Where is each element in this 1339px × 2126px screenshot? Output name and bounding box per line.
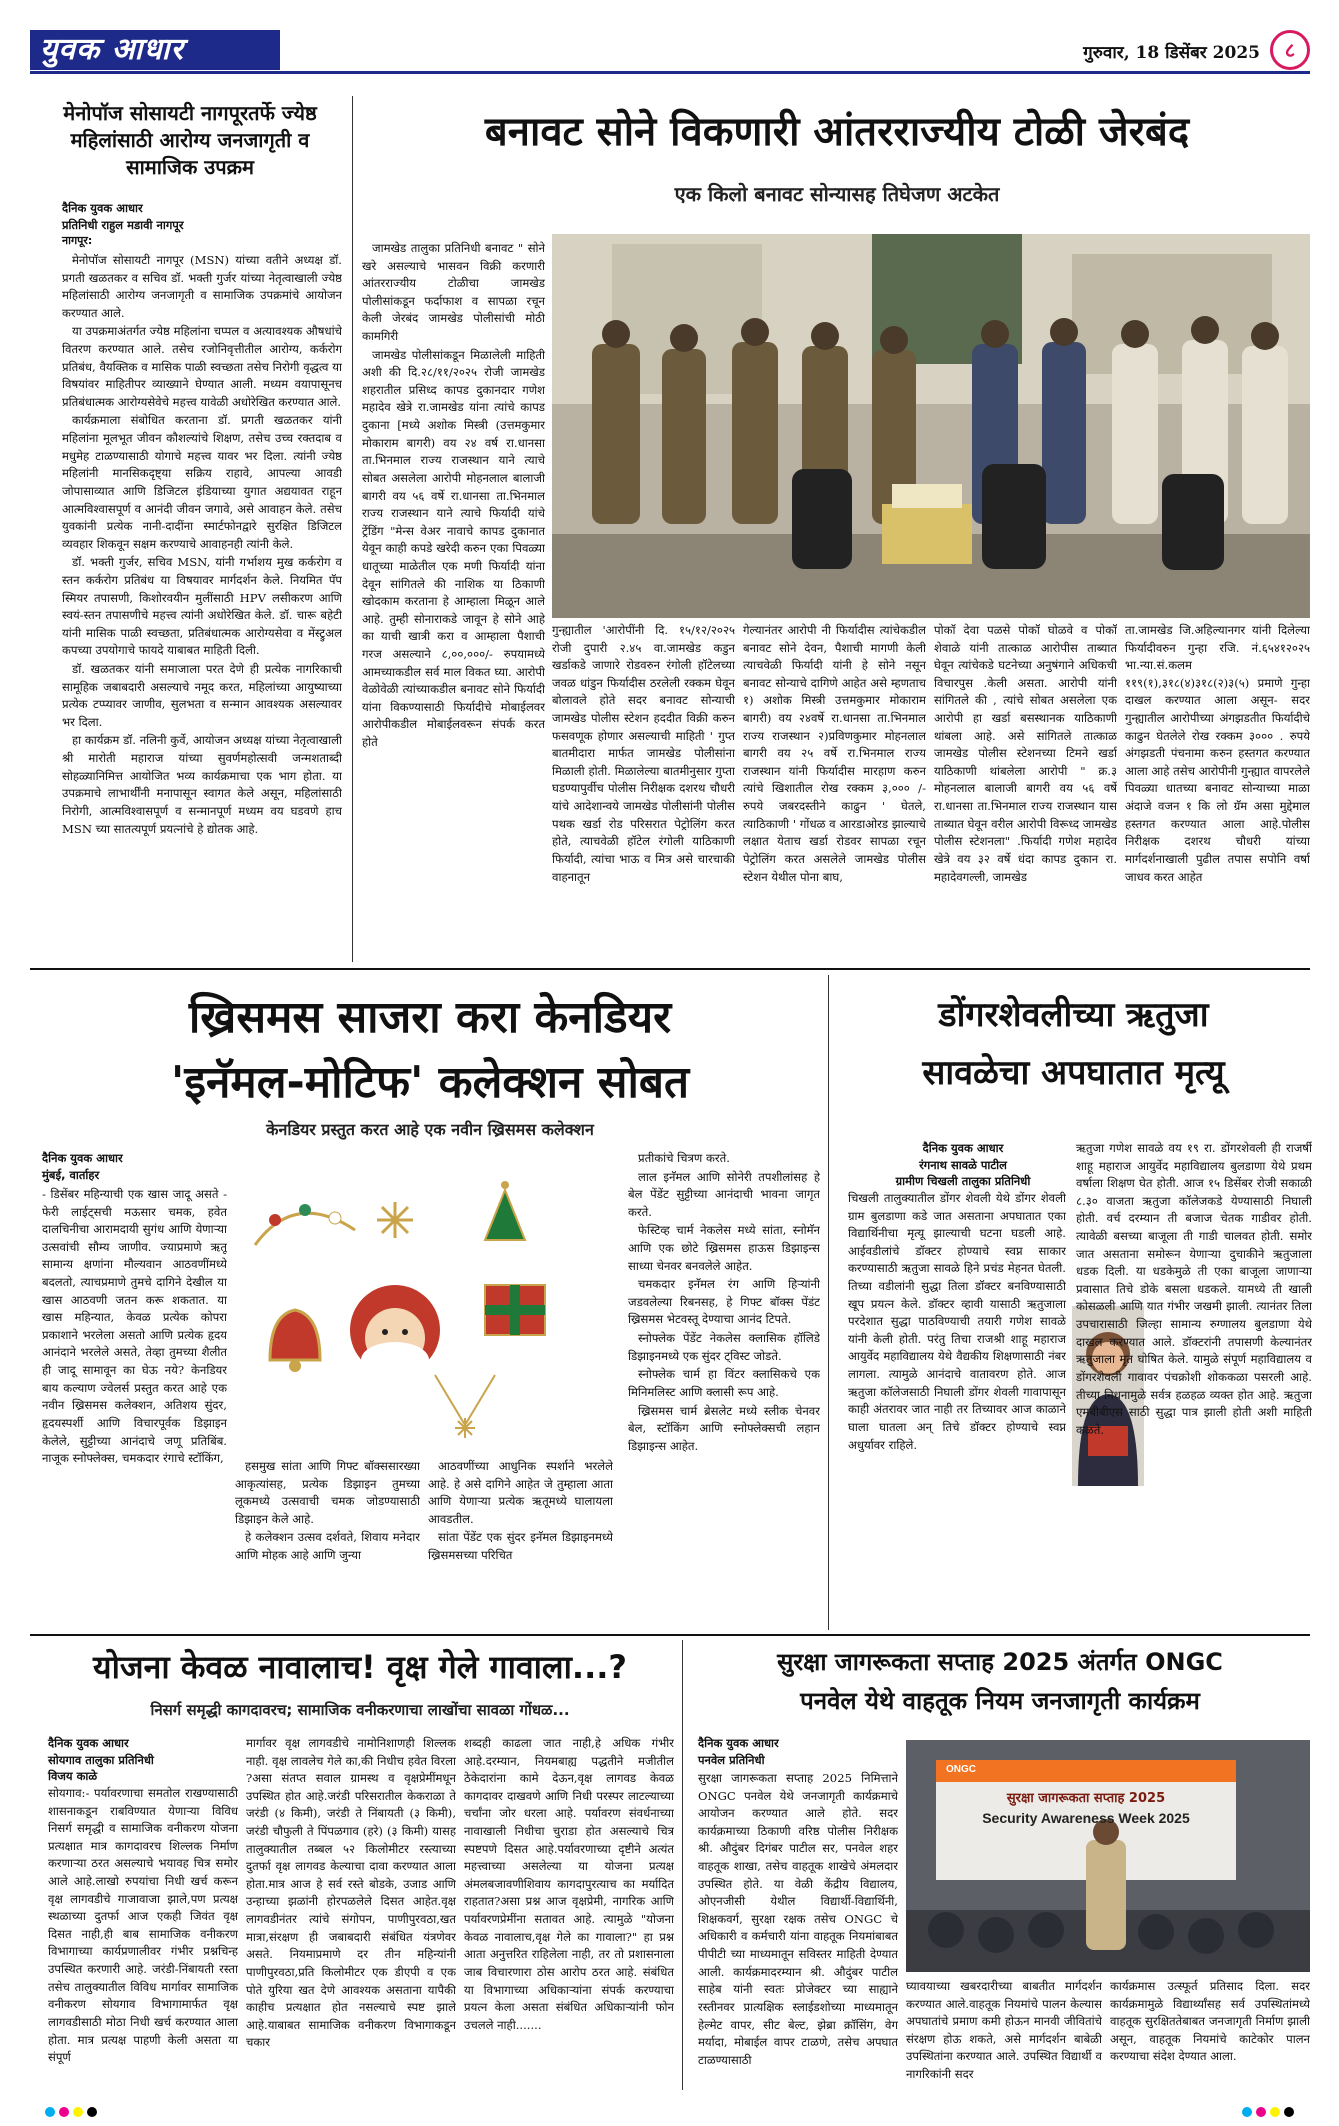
- ongc-column-2: घ्यावयाच्या खबरदारीच्या बाबतीत मार्गदर्शन करण्यात आले.वाहतूक नियमांचे पालन केल्यास अपघातांचे प्रमाण कमी होऊन मानवी जीवितांचे संरक्षण होऊ शकते, असे मार्गदर्शन बाबेळी उपस्थितांना करण्यात आले. उपस्थित विद्यार्थी व नागरिकांनी सदर: [906, 1979, 1102, 2082]
- paragraph: हे कलेक्शन उत्सव दर्शवते, शिवाय मनेदार आणि मोहक आहे आणि जुन्या: [235, 1530, 420, 1563]
- gold-column-4: ता.जामखेड जि.अहिल्यानगर यांनी दिलेल्या फिर्यादीवरुन गुन्हा रजि. नं.६५४१२०२५ भा.न्या.सं.कलम ११९(१),३१८(४)३१८(२)३(५) प्रमाणे गुन्हा दाखल करण्यात आला असून- सदर गुन्ह्यातील आरोपीच्या अंगझडतीत फिर्यादीचे काढुन घेतलेले रोख रक्कम ३००० . रुपये अंगझडती पंचनामा करुन हस्तगत करण्यात आला आहे तसेच आरोपीनी गुन्ह्यात वापरलेले पिवळ्या धातच्या बनावट सोन्याच्या माळा अंदाजे वजन १ कि लो ग्रॅम असा मुद्देमाल हस्तगत करण्यात आला आहे.पोलीस निरीक्षक दशरथ चौधरी यांच्या मार्गदर्शनाखाली पुढील तपास सपोनि वर्षा जाधव करत आहेत: [1125, 623, 1310, 884]
- byline-line: दैनिक युवक आधार: [62, 201, 143, 215]
- paragraph: स्नोफ्लेक चार्म हा विंटर क्लासिकचे एक मिनिमलिस्ट आणि क्लासी रूप आहे.: [628, 1367, 820, 1399]
- paragraph: फेस्टिव्ह चार्म नेकलेस मध्ये सांता, स्नोमॅन आणि एक छोटे ख्रिसमस हाऊस डिझाइन्स साध्या चेनवर बनवलेले आहेत.: [628, 1223, 820, 1273]
- paragraph: ख्रिसमस चार्म ब्रेसलेट मध्ये स्लीक चेनवर बेल, स्टॉकिंग आणि स्नोफ्लेक्सची लहान डिझाइन्स आहेत.: [628, 1403, 820, 1453]
- ongc-column-1: सुरक्षा जागरूकता सप्ताह 2025 निमित्ताने ONGC पनवेल येथे जनजागृती कार्यक्रमाचे आयोजन करण्यात आले होते. सदर कार्यक्रमाच्या ठिकाणी वरिष्ठ पोलीस निरीक्षक श्री. औदुंबर दिगंबर पाटील सर, पनवेल शहर वाहतूक शाखा, तसेच वाहतूक शाखेचे अंमलदार उपस्थित होते. या वेळी केंद्रीय विद्यालय, ओएनजीसी येथील विद्यार्थी-विद्यार्थिनी, शिक्षकवर्ग, सुरक्षा रक्षक तसेच ONGC चे अधिकारी व कर्मचारी यांना वाहतूक नियमांबाबत पीपीटी च्या माध्यमातून सविस्तर माहिती देण्यात आली. कार्यक्रमादरम्यान श्री. औदुंबर पाटील साहेब यांनी स्वतः प्रोजेक्टर च्या साह्याने रस्तीनवर प्रात्यक्षिक स्लाईडशोच्या माध्यमातून हेल्मेट वापर, सीट बेल्ट, झेब्रा क्रॉसिंग, वेग मर्यादा, मोबाईल वापर टाळणे, तसेच अपघात टाळण्यासाठी: [698, 1771, 898, 2067]
- ongc-logo: ONGC: [946, 1764, 976, 1775]
- paragraph: सांता पेंडेंट एक सुंदर इनॅमल डिझाइनमध्ये ख्रिसमसच्या परिचित: [428, 1530, 613, 1563]
- accident-column-2: ऋतुजा गणेश सावळे वय १९ रा. डोंगरशेवली ही राजर्षी शाहू महाराज आयुर्वेद महाविद्यालय बुलडाणा येथे प्रथम वर्षाला शिक्षण घेत होती. आज १५ डिसेंबर रोजी सकाळी ८.३० वाजता ऋतुजा कॉलेजकडे येण्यासाठी निघाली होती. वर्च दरम्यान ती बजाज चेतक गाडीवर होती. त्यावेळी बसच्या बाजूला ती गाडी चालवत होती. समोर जात असताना समोरून येणाऱ्या दुचाकीने ऋतुजाला धडक दिली. या धडकेमुळे ती एका बाजूला जाणाऱ्या प्रवासात तिचे डोके बसला धडकले. यामध्ये ती खाली कोसळली आणि यात गंभीर जखमी झाली. त्यानंतर तिला उपचारासाठी जिल्हा सामान्य रुग्णालय बुलडाणा येथे दाखल करण्यात आले. डॉक्टरांनी तपासणी केल्यानंतर ऋतुजाला मृत घोषित केले. यामुळे संपूर्ण महाविद्यालय व डोंगरशेवली गावावर पंचक्रोशी शोककळा पसरली आहे. तीच्या निधनामुळे सर्वत्र हळहळ व्यक्त होत आहे. ऋतुजा एमबीबीएस साठी सुद्धा पात्र झाली होती अशी माहिती कळते.: [1076, 1141, 1312, 1437]
- byline-line: प्रतिनिधी राहुल मडावी नागपूर: [62, 217, 184, 232]
- accident-headline-line1: डोंगरशेवलीच्या ऋतुजा: [938, 995, 1209, 1035]
- byline-line: दैनिक युवक आधार: [698, 1736, 779, 1750]
- menopause-headline: मेनोपॉज सोसायटी नागपूरतर्फे ज्येष्ठ महिलांसाठी आरोग्य जनजागृती व सामाजिक उपक्रम: [63, 101, 317, 179]
- screen-title: सुरक्षा जागरूकता सप्ताह 2025: [1006, 1791, 1166, 1806]
- registration-marks-left: [45, 2107, 97, 2117]
- gold-lead-column: [362, 240, 545, 960]
- trees-column-1: सोयगाव:- पर्यावरणाचा समतोल राखण्यासाठी शासनाकडून राबविण्यात येणाऱ्या विविध निसर्ग समृद्धी व सामाजिक वनीकरण योजना प्रत्यक्षात मात्र कागदावरच शिल्लक निर्माण करणाऱ्या ठरत असल्याचे भयावह चित्र समोर आले आहे.लाखो रुपयांचा निधी खर्च करून वृक्ष लागवडीचे गाजावाजा झाले,पण प्रत्यक्ष स्थळाच्या दुतर्फा आज एकही जिवंत वृक्ष दिसत नाही,ही बाब सामाजिक वनीकरण विभागाच्या कार्यप्रणालीवर गंभीर प्रश्नचिन्ह उपस्थित करणारी आहे. जरंडी-निंबायती रस्ता तसेच तालुक्यातील विविध मार्गावर सामाजिक वनीकरण सोयगाव विभागामार्फत वृक्ष लागवडीसाठी मोठा निधी खर्च करण्यात आला होता. मात्र प्रत्यक्ष पाहणी केली असता या संपूर्ण: [48, 1786, 238, 2065]
- trees-column-2: मार्गावर वृक्ष लागवडीचे नामोनिशाणही शिल्लक नाही. वृक्ष लावलेच गेले का,की निधीच हवेत विरला ?असा संतप्त सवाल ग्रामस्थ व वृक्षप्रेमींमधून उपस्थित होत आहे.जरंडी परिसरातील केकराळा ते जरंडी (४ किमी), जरंडी ते निंबायती (३ किमी), जरंडी चौफुली ते पिंपळगाव (हरे) (३ किमी) यासह तालुक्यातील तब्बल ५२ किलोमीटर रस्त्याच्या दुतर्फा वृक्ष लागवड केल्याचा दावा करण्यात आला होता.मात्र आज हे सर्व रस्ते बोडके, उजाड आणि उन्हाच्या झळांनी होरपळलेले दिसत आहेत.वृक्ष लागवडीनंतर त्यांचे संगोपन, पाणीपुरवठा,खत मात्रा,संरक्षण ही जबाबदारी संबंधित यंत्रणेवर असते. नियमाप्रमाणे दर तीन महिन्यांनी पाणीपुरवठा,प्रति किलोमीटर एक डीएपी व एक पोते युरिया खत देणे आवश्यक असताना यापैकी काहीच प्रत्यक्षात होत नसल्याचे स्पष्ट झाले आहे.याबाबत सामाजिक वनीकरण विभागाकडून चकार: [246, 1736, 456, 2050]
- christmas-column-2: [235, 1458, 420, 1626]
- gold-subheadline: एक किलो बनावट सोन्यासह तिघेजण अटकेत: [674, 182, 1000, 206]
- paragraph: कार्यक्रमाला संबोधित करताना डॉ. प्रगती खळतकर यांनी महिलांना मूलभूत जीवन कौशल्यांचे शिक्षण, तसेच उच्च रक्तदाब व मधुमेह टाळण्यासाठी योगाचे महत्त्व यावर भर दिला. त्यांनी ज्येष्ठ महिलांनी मानसिकदृष्ट्या सक्रिय राहावे, आपल्या आवडी जोपासाव्यात आणि डिजिटल इंडियाच्या युगात अद्ययावत राहून आत्मविश्वासपूर्ण व आनंदी जीवन जगावे, असे आवाहन केले. तसेच युवकांनी प्रत्येक नानी-दादींना स्मार्टफोनद्वारे सुरक्षित डिजिटल व्यवहार शिकवून सक्षम करण्याचे आवाहनही त्यांनी केले.: [62, 413, 342, 551]
- byline-line: सोयगाव तालुका प्रतिनिधी: [48, 1752, 154, 1767]
- ongc-column-3: कार्यक्रमास उत्स्फूर्त प्रतिसाद दिला. सदर कार्यक्रमामुळे विद्यार्थ्यांसह सर्व उपस्थितांमध्ये वाहतूक सुरक्षिततेबाबत जनजागृती निर्माण झाली असून, वाहतूक नियमांचे काटेकोर पालन करण्याचा संदेश देण्यात आला.: [1110, 1979, 1310, 2064]
- christmas-column-3: [428, 1458, 613, 1626]
- christmas-headline-line1: ख्रिसमस साजरा करा केनडियर: [188, 992, 672, 1043]
- page-number: ८: [1270, 30, 1310, 70]
- color-registration-bar: [0, 2106, 1339, 2118]
- gold-column-2: गेल्यानंतर आरोपी नी फिर्यादीस त्यांचेकडील बनावट सोने देवन, पैशाची मागणी केली त्याचवेळी फिर्यादी यांनी हे सोने नसून बनावट सोन्याचे दागिणे आहेत असे म्हणताच १) अशोक मिस्त्री उत्तमकुमार मोकाराम बागरी) वय २४वर्षे रा.धानसा ता.भिनमाल राज्य राजस्थान २)प्रविणकुमार मोहनलाल बागरी वय २५ वर्षे रा.भिनमाल राज्य राजस्थान यांनी फिर्यादीस मारहाण करुन त्यांचे खिशातील रोख रक्कम ३,००० /- रुपये जबरदस्तीने काढुन ' घेतले, त्याठिकाणी ' गोंधळ व आरडाओरड झाल्याचे लक्षात येताच खर्डा रोडवर सापळा रचून पेट्रोलिंग करत असलेले जामखेड पोलीस स्टेशन येथील पोना बाघ,: [743, 623, 926, 884]
- byline-line: ग्रामीण चिखली तालुका प्रतिनिधी: [895, 1174, 1031, 1189]
- paragraph: हा कार्यक्रम डॉ. नलिनी कुर्वे, आयोजन अध्यक्ष यांच्या नेतृत्वाखाली श्री मारोती महाराज यांच्या सुवर्णमहोत्सवी जन्मशताब्दी सोहळ्यानिमित्त आयोजित भव्य कार्यक्रमाचा एक भाग होता. या उपक्रमाचे लाभार्थींनी मनापासून स्वागत केले असून, महिलांसाठी निरोगी, आत्मविश्वासपूर्ण व सन्मानपूर्ण मध्यम वय घडवणे हाच MSN च्या सातत्यपूर्ण प्रयत्नांचे हे द्योतक आहे.: [62, 733, 342, 836]
- newspaper-logo: युवक आधार: [30, 30, 280, 70]
- paragraph: स्नोफ्लेक पेंडेंट नेकलेस क्लासिक हॉलिडे डिझाइनमध्ये एक सुंदर ट्विस्ट जोडते.: [628, 1331, 820, 1363]
- issue-date: गुरुवार, 18 डिसेंबर 2025: [1083, 43, 1260, 63]
- gold-column-1: गुन्ह्यातील 'आरोपींनी दि. १५/१२/२०२५ रोजी दुपारी २.४५ वा.जामखेड कडुन खर्डाकडे जाणारे रोडवरुन रंगोली हॉटेलच्या जवळ धांडुन फिर्यादीस ठरलेली रक्कम घेवून बोलावले होते सदर बनावट सोन्याची जामखेड पोलीस स्टेशन हददीत विक्री करुन फसवणूक होणार असल्याची माहिती ' गुप्त बातमीदारा मार्फत जामखेड पोलीसांना मिळाली होती. मिळालेल्या बातमीनुसार गुप्ता घडण्यापुर्वीच पोलीस निरीक्षक दशरथ चौधरी यांचे आदेशान्वये जामखेड पोलीसांनी पोलीस पथक खर्डा रोड परिसरात पेट्रोलिंग करत होते, त्याचवेळी हॉटेल रंगोली याठिकाणी फिर्यादी, त्यांचा भाऊ व मित्र असे चारचाकी वाहनातून: [552, 623, 735, 884]
- paragraph: प्रतीकांचे चित्रण करते.: [638, 1151, 730, 1165]
- menopause-byline: [62, 200, 342, 249]
- paragraph: डॉ. भक्ती गुर्जर, सचिव MSN, यांनी गर्भाशय मुख कर्करोग व स्तन कर्करोग प्रतिबंध या विषयावर मार्गदर्शन केले. नियमित पॅप स्मियर तपासणी, किशोरवयीन मुलींसाठी HPV लसीकरण आणि स्वयं-स्तन तपासणीचे महत्त्व त्यांनी अधोरेखित केले. डॉ. चारू बहेटी यांनी मासिक पाळी स्वच्छता, प्रतिबंधात्मक आरोग्यसेवा व मेंस्ट्रुअल कपच्या उपयोगाचे फायदे याबाबत माहिती दिली.: [62, 555, 342, 658]
- byline-line: दैनिक युवक आधार: [48, 1736, 129, 1750]
- trees-byline: [48, 1735, 238, 1785]
- byline-line: पनवेल प्रतिनिधी: [698, 1752, 765, 1767]
- christmas-column-4: [628, 1150, 820, 1626]
- gold-column-3: पोकॉ देवा पळसे पोकॉ घोळवे व पोकॉ शेवाळे यांनी तात्काळ आरोपीस ताब्यात घेवून त्यांचेकडे घटनेच्या अनुषंगाने अधिकची विचारपुस .केली असता. आरोपी यांनी सांगितले की , त्यांचे सोबत असलेला एक आरोपी हा खर्डा बसस्थानक याठिकाणी थांबला आहे. असे सांगितले तात्काळ जामखेड पोलीस स्टेशनच्या टिमने खर्डा याठिकाणी थांबलेला आरोपी " क्र.३ मोहनलाल बालाजी बागरी वय ५६ वर्षे रा.धानसा ता.भिनमाल राज्य राजस्थान यास ताब्यात घेवून वरील आरोपी विरूध्द जामखेड पोलीस स्टेशनला" .फिर्यादी गणेश महादेव खेत्रे वय ३२ वर्षे धंदा कापड दुकान रा. महादेवगल्ली, जामखेड: [934, 623, 1117, 884]
- ongc-byline: [698, 1735, 898, 1768]
- police-group-illustration: [552, 234, 1310, 618]
- paragraph: या उपक्रमाअंतर्गत ज्येष्ठ महिलांना चप्पल व अत्यावश्यक औषधांचे वितरण करण्यात आले. तसेच रजोनिवृत्तीतील आरोग्य, कर्करोग प्रतिबंध, वैयक्तिक व मासिक पाळी स्वच्छता तसेच निरोगी वृद्धत्व या विषयांवर माहितीपर व्याख्याने घेण्यात आली. मध्यम वयापासूनच प्रतिबंधात्मक आरोग्यसेवेचे महत्त्व यावेळी अधोरेखित करण्यात आले.: [62, 324, 342, 409]
- column-divider: [682, 1640, 683, 2090]
- accident-byline: [848, 1140, 1078, 1190]
- byline-line: दैनिक युवक आधार: [922, 1141, 1004, 1155]
- paragraph: आठवणींच्या आधुनिक स्पर्शाने भरलेले आहे. हे असे दागिने आहेत जे तुम्हाला आता आणि येणाऱ्या प्रत्येक ऋतूमध्ये घालायला आवडतील.: [428, 1459, 613, 1526]
- menopause-body: [62, 252, 342, 960]
- byline-line: रंगनाथ सावळे पाटील: [919, 1157, 1007, 1172]
- paragraph: चमकदार इनॅमल रंग आणि हिऱ्यांनी जडवलेल्या रिबनसह, हे गिफ्ट बॉक्स पेंडंट ख्रिसमस भेटवस्तू देण्याचा आनंद टिपते.: [628, 1277, 820, 1327]
- jewellery-collection-image: [235, 1150, 620, 1450]
- jewellery-illustration: [235, 1150, 620, 1450]
- trees-column-3: शब्दही काढला जात नाही,हे अधिक गंभीर आहे.दरम्यान, नियमबाह्य पद्धतीने मजीतील ठेकेदारांना कामे देऊन,वृक्ष लागवड केवळ कागदावर दाखवणे आणि निधी परस्पर लाटल्याच्या चर्चांना जोर धरला आहे. पर्यावरण संवर्धनाच्या नावाखाली निधीचा चुराडा होत असल्याचे चित्र स्पष्टपणे दिसत आहे.पर्यावरणाच्या दृष्टीने अत्यंत महत्त्वाच्या असलेल्या या योजना प्रत्यक्ष अंमलबजावणीशिवाय कागदापुरत्याच का मर्यादित राहतात?असा प्रश्न आज वृक्षप्रेमी, नागरिक आणि पर्यावरणप्रेमींना सतावत आहे. त्यामुळे "योजना केवळ नावालाच,वृक्ष गेले का गावाला?" हा प्रश्न आता अनुत्तरित राहिलेला नाही, तर तो प्रशासनाला जाब विचारणारा ठोस आरोप ठरत आहे. संबंधित या विभागाच्या अधिकाऱ्यांना संपर्क करण्याचा प्रयत्न केला असता संबंधित अधिकाऱ्यांनी फोन उचलले नाही.......: [464, 1736, 674, 2032]
- ongc-headline-line2: पनवेल येथे वाहतूक नियम जनजागृती कार्यक्रम: [800, 1687, 1200, 1715]
- section-divider: [30, 1634, 1310, 1636]
- paragraph: जामखेड तालुका प्रतिनिधी बनावट " सोने खरे असल्याचे भासवन विक्री करणारी आंतरराज्यीय टोळीचा जामखेड पोलीसांकडून फर्दाफाश व सापळा रचून केली जेरबंद जामखेड पोलीसांची मोठी कामगिरी: [362, 241, 545, 344]
- paragraph: लाल इनॅमल आणि सोनेरी तपशीलांसह हे बेल पेंडेंट सुट्टीच्या आनंदाची भावना जागृत करते.: [628, 1169, 820, 1219]
- accident-headline-line2: सावळेचा अपघातात मृत्यू: [922, 1053, 1225, 1093]
- christmas-headline-line2: 'इनॅमल-मोटिफ' कलेक्शन सोबत: [170, 1057, 690, 1108]
- screen-subtitle: Security Awareness Week 2025: [982, 1810, 1190, 1826]
- paragraph: हसमुख सांता आणि गिफ्ट बॉक्ससारख्या आकृत्यांसह, प्रत्येक डिझाइन तुमच्या लूकमध्ये उत्सवाची चमक जोडण्यासाठी डिझाइन केले आहे.: [235, 1459, 420, 1526]
- trees-headline: योजना केवळ नावालाच! वृक्ष गेले गावाला...?: [93, 1648, 627, 1686]
- masthead: [30, 30, 1310, 74]
- paragraph: जामखेड पोलीसांकडून मिळालेली माहिती अशी की दि.२८/११/२०२५ रोजी जामखेड शहरातील प्रसिध्द कापड दुकानदार गणेश महादेव खेत्रे रा.जामखेड यांना त्यांचे कापड दुकाना [मध्ये अशोक मिस्त्री (उत्तमकुमार मोकाराम बागरी) वय २४ वर्ष रा.धानसा ता.भिनमाल राज्य राजस्थान याने त्याचे सोबत असलेला आरोपी मोहनलाल बालाजी बागरी वय ५६ वर्षे रा.धानसा ता.भिनमाल राज्य राजस्थान याने त्याचे फिर्यादी यांचे ट्रेंडिंग "मेन्स वेअर नावाचे कापड दुकानात येवून काही कपडे खरेदी करुन एका पिवळ्या धातूच्या माळेतील एक मणी फिर्यादी यांना देवून सांगितले की नाशिक या ठिकाणी खोदकाम करताना हे आम्हाला मिळून आले आहे. तुम्ही सोनाराकडे जावून हे सोने आहे का याची खात्री करा व आम्हाला पैशाची गरज असल्याने ८,००,०००/- रुपयामध्ये आमच्याकडील सर्व माल विकत घ्या. आरोपी वेळोवेळी त्यांच्याकडील बनावट सोने फिर्यादी यांना विकण्यासाठी फिर्यादीचे मोबाईलवर आरोपीकडील मोबाईलवरून संपर्क करत होते: [362, 347, 545, 750]
- accident-column-1: चिखली तालुक्यातील डोंगर शेवली येथे डोंगर शेवली ग्राम बुलडाणा कडे जात असताना अपघातात एका विद्यार्थिनीचा मृत्यू झाल्याची घटना घडली आहे. आईवडीलांचे डॉक्टर होण्याचे स्वप्न साकार करण्यासाठी ऋतुजा सावळे हिने प्रचंड मेहनत घेतली. तिच्या वडीलांनी सुद्धा तिला डॉक्टर बनविण्यासाठी खूप प्रयत्न केले. डॉक्टर व्हावी यासाठी ऋतुजाला परदेशात सुद्धा पाठविण्याची तयारी गणेश सावळे यांनी केली होती. परंतु तिचा राजश्री शाहू महाराज आयुर्वेद महाविद्यालय येथे वैद्यकीय शिक्षणासाठी नंबर लागला. त्यामुळे आनंदाचे वातावरण होते. आज ऋतुजा कॉलेजसाठी निघाली डोंगर शेवली गावापासून काही अंतरावर जात नाही तर तिच्यावर आज काळाने घाला घातला अन् तिचे डॉक्टर होण्याचे स्वप्न अधुर्यावर राहिले.: [848, 1191, 1066, 1452]
- byline-line: विजय काळे: [48, 1769, 98, 1784]
- byline-line: नागपूर:: [62, 234, 93, 248]
- column-divider: [352, 96, 353, 962]
- section-divider: [30, 968, 1310, 970]
- trees-subheadline: निसर्ग समृद्धी कागदावरच; सामाजिक वनीकरणाचा लाखोंचा सावळा गोंधळ...: [150, 1701, 570, 1719]
- paragraph: डॉ. खळतकर यांनी समाजाला परत देणे ही प्रत्येक नागरिकाची सामूहिक जबाबदारी असल्याचे नमूद करत, महिलांच्या आयुष्याच्या प्रत्येक टप्प्यावर जाणीव, सुलभता व सन्मान आवश्यक असल्यावर भर दिला.: [62, 662, 342, 729]
- christmas-byline: [42, 1150, 227, 1183]
- ongc-event-photo: [906, 1740, 1310, 1972]
- gold-headline: बनावट सोने विकणारी आंतरराज्यीय टोळी जेरबंद: [484, 109, 1190, 155]
- byline-line: मुंबई, वार्ताहर: [42, 1167, 100, 1182]
- christmas-column-1: - डिसेंबर महिन्याची एक खास जादू असते - फेरी लाईट्सची मऊसार चमक, हवेत दालचिनीचा आरामदायी सुगंध आणि येणाऱ्या उत्सवांची सौम्य जाणीव. ज्याप्रमाणे ऋतू सामान्य क्षणांना मौल्यवान आठवणींमध्ये बदलतो, त्याचप्रमाणे तुमचे दागिने देखील या खास आठवणी जतन करू शकतात. या खास महिन्यात, केवळ प्रत्येक कोपरा प्रकाशाने भरलेला असतो आणि प्रत्येक हृदय आनंदाने भरलेले असते, तेव्हा तुमच्या शैलीत ही जादू सामावून का घेऊ नये? केनडियर बाय कल्याण ज्वेलर्स प्रस्तुत करत आहे एक नवीन ख्रिसमस कलेक्शन, अतिशय सुंदर, हृदयस्पर्शी आणि विचारपूर्वक डिझाइन केलेले, सुट्टीच्या आनंदाचे जणू प्रतिबिंब. नाजूक स्नोफ्लेक्स, चमकदार रंगाचे स्टॉकिंग,: [42, 1187, 227, 1466]
- ongc-headline-line1: सुरक्षा जागरूकता सप्ताह 2025 अंतर्गत ONGC: [777, 1648, 1223, 1676]
- byline-line: दैनिक युवक आधार: [42, 1151, 123, 1165]
- paragraph: मेनोपॉज सोसायटी नागपूर (MSN) यांच्या वतीने अध्यक्ष डॉ. प्रगती खळतकर व सचिव डॉ. भक्ती गुर्जर यांच्या नेतृत्वाखाली ज्येष्ठ महिलांसाठी आरोग्य जनजागृती व सामाजिक उपक्रमांचे आयोजन करण्यात आले.: [62, 253, 342, 320]
- registration-marks-right: [1242, 2107, 1294, 2117]
- christmas-subheadline: केनडियर प्रस्तुत करत आहे एक नवीन ख्रिसमस कलेक्शन: [266, 1120, 594, 1139]
- column-divider: [828, 975, 829, 1630]
- police-group-photo: [552, 234, 1310, 618]
